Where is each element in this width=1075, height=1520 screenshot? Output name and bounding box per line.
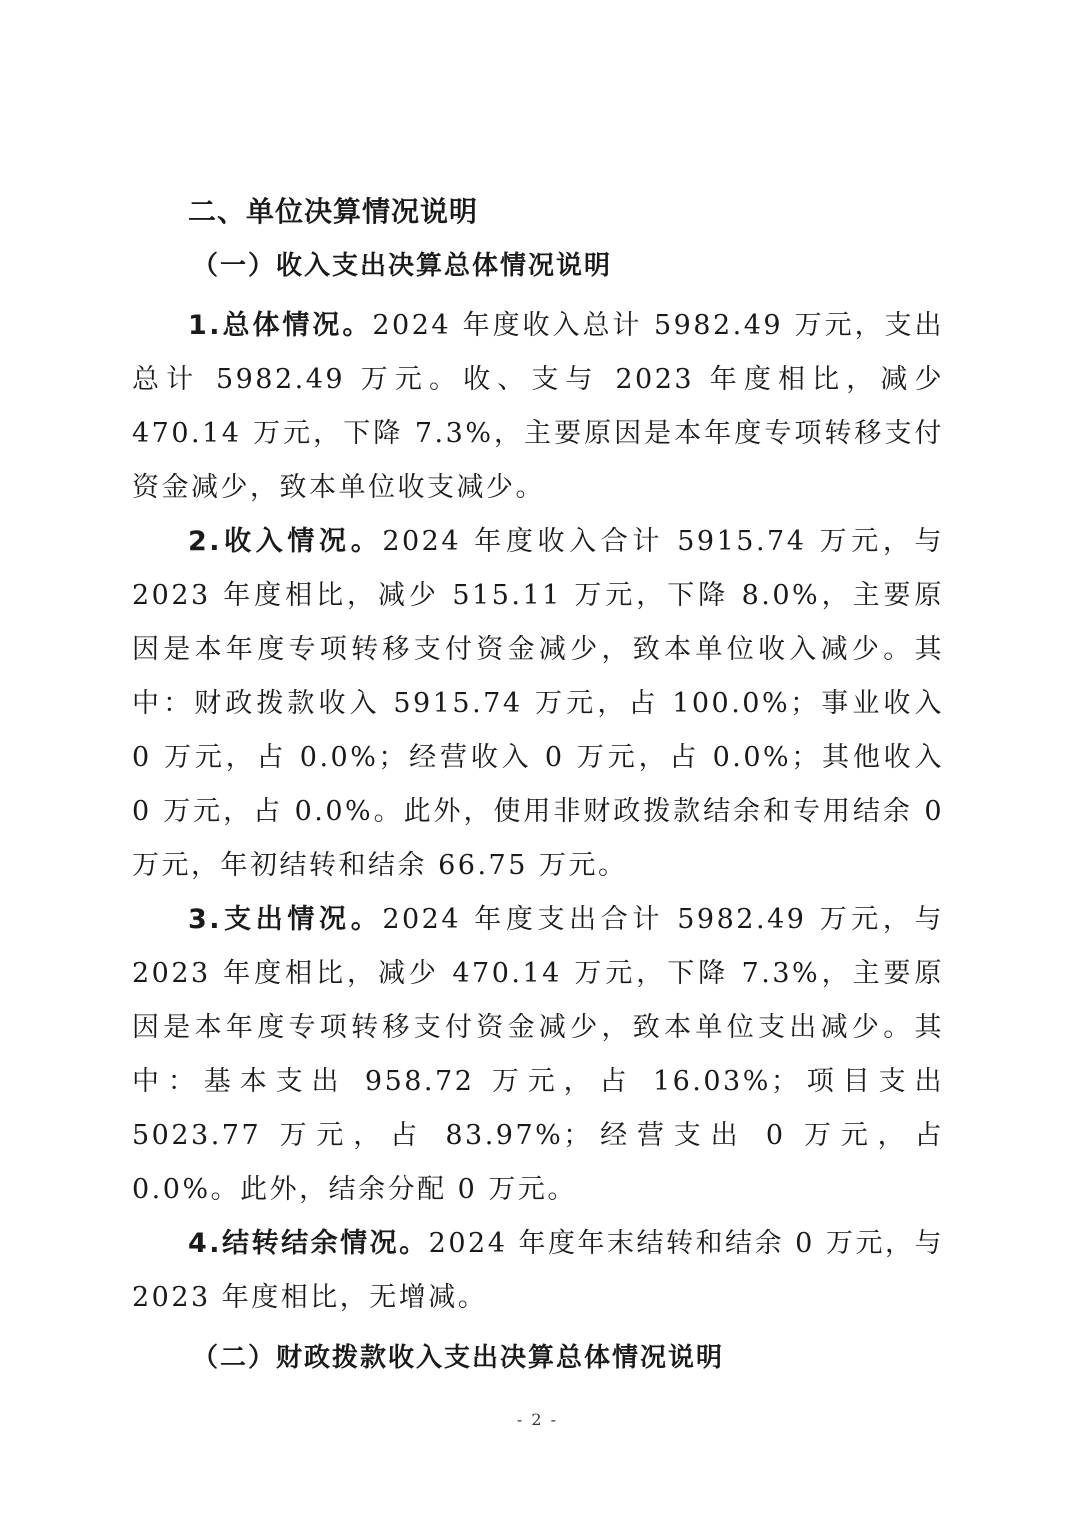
paragraph-lead: 4.结转结余情况。 (188, 1228, 429, 1259)
subsection-title-2: （二）财政拨款收入支出决算总体情况说明 (192, 1343, 725, 1373)
paragraph-body: 2024 年度收入合计 5915.74 万元，与 2023 年度相比，减少 515.11 万元，下降 8.0%，主要原因是本年度专项转移支付资金减少，致本单位收入减少。其中：财政拨款收入 5915.74 万元，占 100.0%；事业收入 0 万元，占 0.0%；经营收入 0 万元，占 0.0%；其他收入 0 万元，占 0.0%。此外，使用非财政拨款结余和专用结余 0 万元，年初结转和结余 66.75 万元。 (132, 526, 944, 881)
paragraph-body: 2024 年度收入总计 5982.49 万元，支出总计 5982.49 万元。收、支与 2023 年度相比，减少 470.14 万元，下降 7.3%，主要原因是本年度专项转移支付资金减少，致本单位收支减少。 (132, 310, 944, 503)
paragraph-body: 2024 年度支出合计 5982.49 万元，与 2023 年度相比，减少 470.14 万元，下降 7.3%，主要原因是本年度专项转移支付资金减少，致本单位支出减少。其中：基本支出 958.72 万元，占 16.03%；项目支出 5023.77 万元，占 83.97%；经营支出 0 万元，占 0.0%。此外，结余分配 0 万元。 (132, 904, 944, 1205)
paragraph-lead: 3.支出情况。 (188, 904, 383, 935)
document-page (132, 185, 944, 1385)
page-number: - 2 - (516, 1410, 559, 1429)
subsection-title-1: （一）收入支出决算总体情况说明 (192, 251, 613, 281)
paragraph-body: 2024 年度年末结转和结余 0 万元，与 2023 年度相比，无增减。 (132, 1228, 944, 1313)
paragraph-income (132, 515, 944, 893)
paragraph-expenditure (132, 893, 944, 1217)
section-title: 二、单位决算情况说明 (188, 195, 479, 228)
paragraph-lead: 1.总体情况。 (188, 310, 373, 341)
paragraph-overall (132, 299, 944, 515)
paragraph-lead: 2.收入情况。 (188, 526, 383, 557)
paragraph-carryover (132, 1217, 944, 1325)
